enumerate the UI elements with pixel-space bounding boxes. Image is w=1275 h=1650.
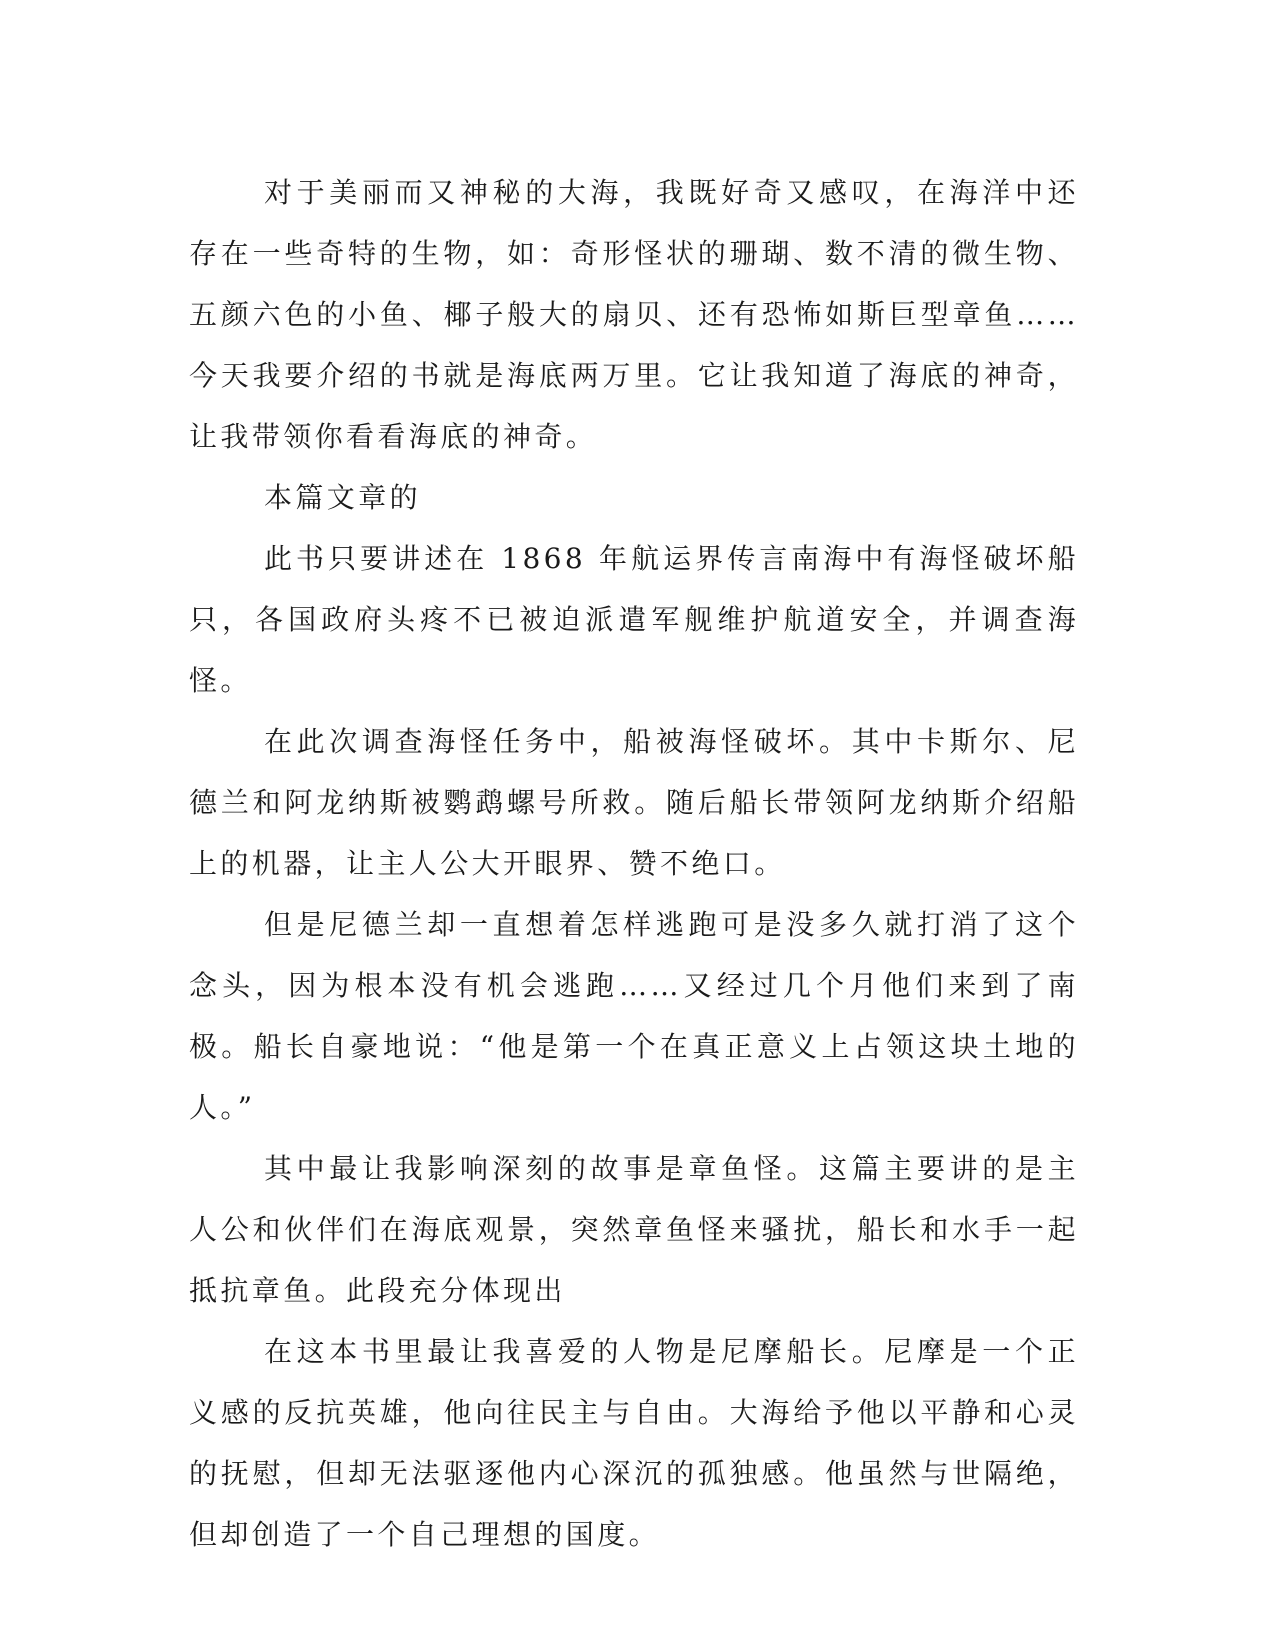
paragraph-captain-nemo: 在这本书里最让我喜爱的人物是尼摩船长。尼摩是一个正义感的反抗英雄，他向往民主与自由。大海给予他以平静和心灵的抚慰，但却无法驱逐他内心深沉的孤独感。他虽然与世隔绝，但却创造了一个自己理想的国度。: [189, 1335, 1079, 1551]
paragraph-article-heading: 本篇文章的: [264, 481, 422, 514]
paragraph-octopus: 其中最让我影响深刻的故事是章鱼怪。这篇主要讲的是主人公和伙伴们在海底观景，突然章鱼怪来骚扰，船长和水手一起抵抗章鱼。此段充分体现出: [189, 1152, 1079, 1307]
paragraph-rescue: 在此次调查海怪任务中，船被海怪破坏。其中卡斯尔、尼德兰和阿龙纳斯被鹦鹉螺号所救。随后船长带领阿龙纳斯介绍船上的机器，让主人公大开眼界、赞不绝口。: [189, 725, 1079, 880]
paragraph-south-pole: 但是尼德兰却一直想着怎样逃跑可是没多久就打消了这个念头，因为根本没有机会逃跑……又经过几个月他们来到了南极。船长自豪地说：“他是第一个在真正意义上占领这块土地的人。”: [189, 908, 1079, 1124]
paragraph-intro: 对于美丽而又神秘的大海，我既好奇又感叹，在海洋中还存在一些奇特的生物，如：奇形怪状的珊瑚、数不清的微生物、五颜六色的小鱼、椰子般大的扇贝、还有恐怖如斯巨型章鱼……今天我要介绍的书就是海底两万里。它让我知道了海底的神奇，让我带领你看看海底的神奇。: [189, 176, 1079, 453]
paragraph-plot-summary: 此书只要讲述在 1868 年航运界传言南海中有海怪破坏船只，各国政府头疼不已被迫派遣军舰维护航道安全，并调查海怪。: [189, 542, 1079, 697]
document-body: [189, 162, 1079, 1565]
